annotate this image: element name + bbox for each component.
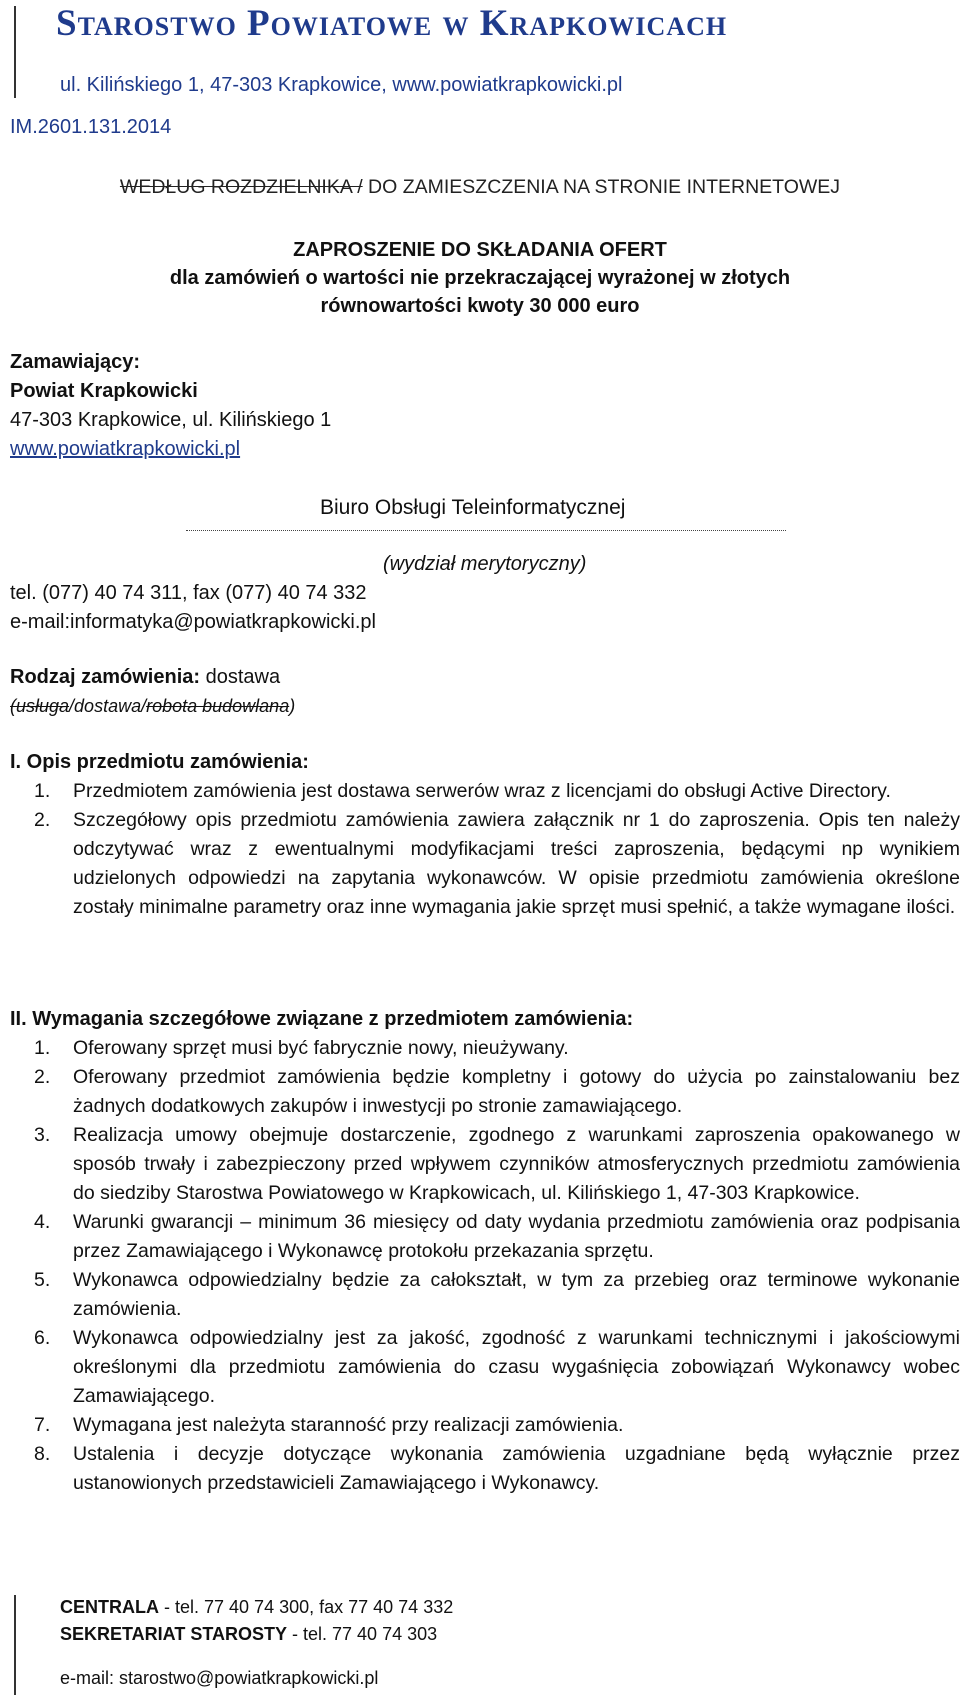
- orderer-website-link[interactable]: www.powiatkrapkowicki.pl: [10, 438, 241, 460]
- order-type-value: dostawa: [200, 666, 281, 688]
- institution-name: Starostwo Powiatowe w Krapkowicach: [56, 3, 728, 44]
- invitation-line2: dla zamówień o wartości nie przekraczającej wyrażonej w złotych: [169, 267, 791, 289]
- list-item: 8. Ustalenia i decyzje dotyczące wykonania zamówienia uzgadniane będą wyłącznie przez ustanowionych przedstawicieli Zamawiającego i Wykonawcy.: [34, 1443, 960, 1494]
- orderer-name: Powiat Krapkowicki: [10, 380, 198, 402]
- department-contact: [10, 579, 376, 637]
- section-2-title: II. Wymagania szczegółowe związane z przedmiotem zamówienia:: [10, 1008, 634, 1030]
- section-1-list: [10, 777, 960, 922]
- footer-central: CENTRALA - tel. 77 40 74 300, fax 77 40 74 332: [60, 1597, 454, 1617]
- list-item: 1. Przedmiotem zamówienia jest dostawa serwerów wraz z licencjami do obsługi Active Directory.: [34, 780, 891, 802]
- dotted-line: [186, 530, 786, 531]
- footer-email: e-mail: starostwo@powiatkrapkowicki.pl: [60, 1668, 379, 1688]
- list-item: 3. Realizacja umowy obejmuje dostarczenie, zgodnego z warunkami zaproszenia opakowanego w sposób trwały i zabezpieczony przed wpływem czynników atmosferycznych przedmiotu zamówienia do siedziby Starostwa Powiatowego w Krapkowicach, ul. Kilińskiego 1, 47-303 Krapkowice.: [34, 1124, 960, 1204]
- department-name: Biuro Obsługi Teleinformatycznej: [320, 496, 626, 519]
- order-type-options: (usługa/dostawa/robota budowlana): [10, 696, 296, 716]
- invitation-line3: równowartości kwoty 30 000 euro: [320, 295, 640, 317]
- list-item: 1. Oferowany sprzęt musi być fabrycznie nowy, nieużywany.: [34, 1037, 569, 1059]
- distribution-text: DO ZAMIESZCZENIA NA STRONIE INTERNETOWEJ: [362, 176, 841, 198]
- list-item: 6. Wykonawca odpowiedzialny jest za jakość, zgodność z warunkami technicznymi i jakościowymi określonymi dla przedmiotu zamówienia do czasu wygaśnięcia zobowiązań Wykonawcy wobec Zamawiającego.: [34, 1327, 960, 1407]
- department-email: e-mail:informatyka@powiatkrapkowicki.pl: [10, 611, 376, 633]
- order-type: [10, 663, 295, 721]
- list-item: 7. Wymagana jest należyta staranność przy realizacji zamówienia.: [34, 1414, 624, 1436]
- department-phone: tel. (077) 40 74 311, fax (077) 40 74 332: [10, 582, 367, 604]
- invitation-line1: ZAPROSZENIE DO SKŁADANIA OFERT: [293, 239, 667, 261]
- distribution-struck: WEDŁUG ROZDZIELNIKA /: [119, 176, 363, 198]
- orderer-address: 47-303 Krapkowice, ul. Kilińskiego 1: [10, 409, 332, 431]
- section-1: [10, 748, 960, 922]
- footer-rule: [14, 1595, 16, 1695]
- distribution-line: [0, 176, 960, 199]
- institution-address: ul. Kilińskiego 1, 47-303 Krapkowice, www.powiatkrapkowicki.pl: [60, 74, 623, 96]
- list-item: 2. Szczegółowy opis przedmiotu zamówienia zawiera załącznik nr 1 do zaproszenia. Opis ten należy odczytywać wraz z ewentualnymi modyfikacjami treści zaproszenia, będącymi np wynikiem udzielonych odpowiedzi na zapytania wykonawców. W opisie przedmiotu zamówienia określone zostały minimalne parametry oraz inne wymagania jakie sprzęt musi spełnić, a także wymagane ilości.: [34, 809, 960, 918]
- section-1-title: I. Opis przedmiotu zamówienia:: [10, 751, 309, 773]
- header-rule: [14, 6, 16, 98]
- list-item: 2. Oferowany przedmiot zamówienia będzie kompletny i gotowy do użycia po zainstalowaniu bez żadnych dodatkowych zakupów i inwestycji po stronie zamawiającego.: [34, 1066, 960, 1117]
- option-delivery: /dostawa/: [69, 696, 147, 716]
- reference-number: IM.2601.131.2014: [10, 116, 172, 138]
- section-2-list: [10, 1034, 960, 1498]
- orderer-label: Zamawiający:: [10, 351, 141, 373]
- department-caption: (wydział merytoryczny): [383, 553, 587, 575]
- footer-secretariat: SEKRETARIAT STAROSTY - tel. 77 40 74 303: [60, 1624, 438, 1644]
- option-service: usługa: [16, 696, 70, 716]
- orderer-block: [10, 348, 331, 464]
- section-2: [10, 1005, 960, 1498]
- list-item: 4. Warunki gwarancji – minimum 36 miesięcy od daty wydania przedmiotu zamówienia oraz podpisania przez Zamawiającego i Wykonawcę protokołu przekazania sprzętu.: [34, 1211, 960, 1262]
- list-item: 5. Wykonawca odpowiedzialny będzie za całokształt, w tym za przebieg oraz terminowe wykonanie zamówienia.: [34, 1269, 960, 1320]
- invitation-heading: [0, 236, 960, 320]
- option-construction: robota budowlana: [146, 696, 290, 716]
- order-type-label: Rodzaj zamówienia:: [10, 666, 201, 688]
